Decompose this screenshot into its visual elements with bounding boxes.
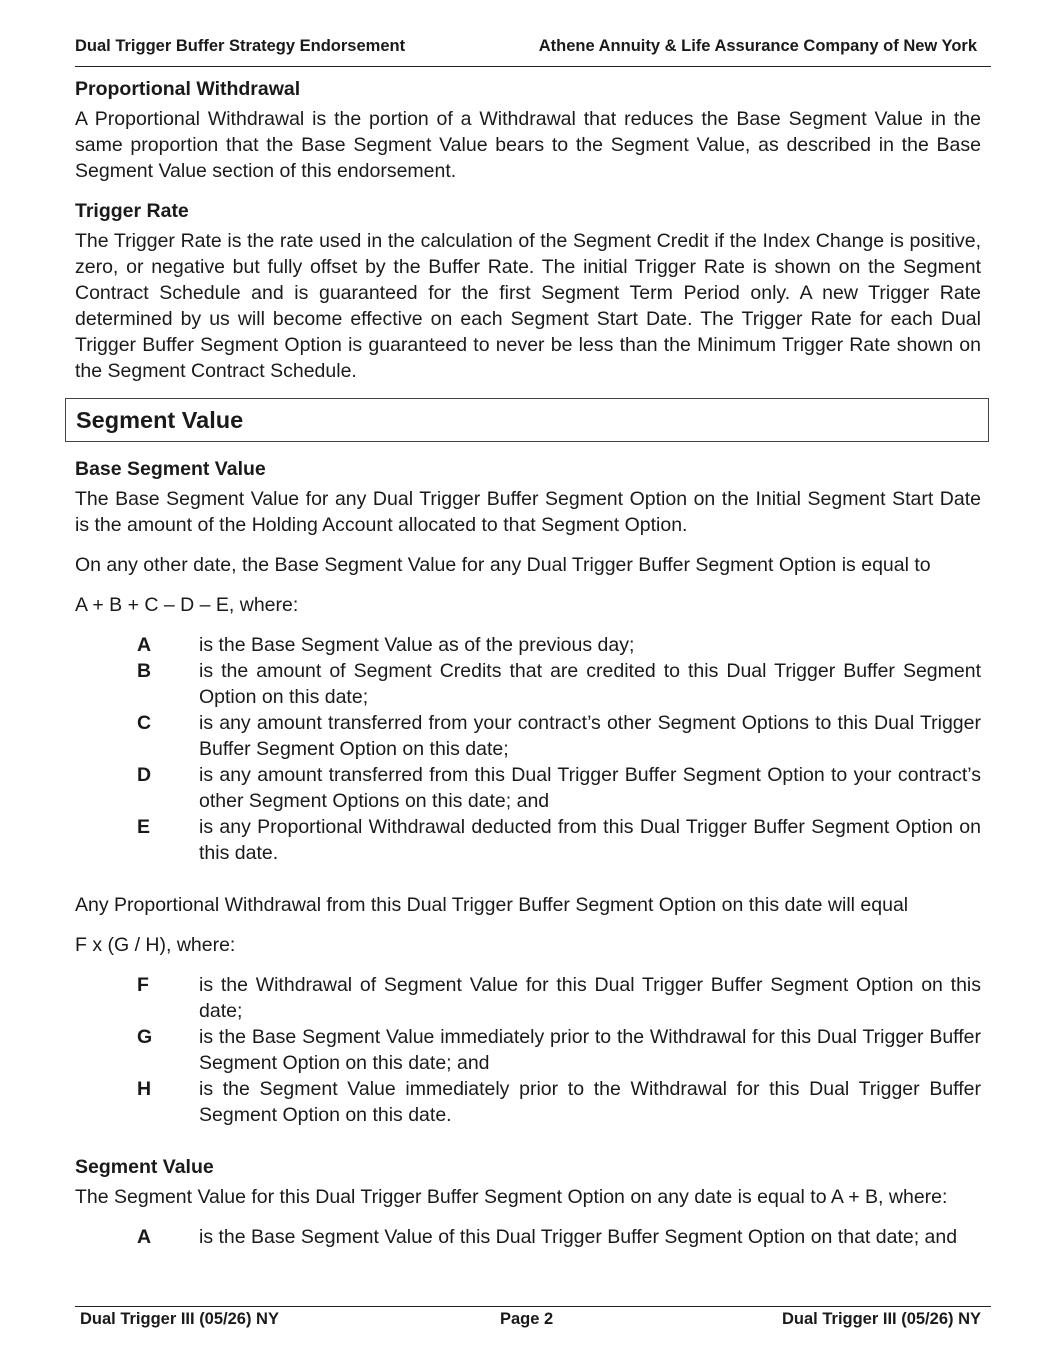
definition-term: D: [137, 764, 152, 786]
definition-term: C: [137, 712, 152, 734]
proportional-withdrawal-heading: Proportional Withdrawal: [75, 78, 301, 100]
page-header: [75, 36, 991, 67]
definition-desc: is the Withdrawal of Segment Value for this Dual Trigger Buffer Segment Option on this date;: [199, 974, 981, 1022]
base-segment-value-other-date: On any other date, the Base Segment Value for any Dual Trigger Buffer Segment Option is equal to: [75, 554, 931, 576]
definition-item: [137, 1076, 981, 1128]
base-segment-value-formula: A + B + C – D – E, where:: [75, 594, 299, 616]
definition-item: [137, 814, 981, 866]
base-segment-value-heading: Base Segment Value: [75, 458, 266, 480]
base-segment-value-intro: The Base Segment Value for any Dual Trigger Buffer Segment Option on the Initial Segment Start Date is the amount of the Holding Account allocated to that Segment Option.: [75, 488, 981, 536]
definition-term: B: [137, 660, 152, 682]
definition-item: [137, 710, 981, 762]
definition-term: A: [137, 1226, 152, 1248]
definition-item: [137, 632, 981, 658]
proportional-withdrawal-formula: F x (G / H), where:: [75, 934, 236, 956]
document-body: [75, 76, 981, 1250]
page-footer: [75, 1306, 991, 1337]
definition-item: [137, 658, 981, 710]
segment-value-heading: Segment Value: [75, 1156, 214, 1178]
definition-term: G: [137, 1026, 153, 1048]
definition-desc: is any amount transferred from this Dual Trigger Buffer Segment Option to your contract’s other Segment Options on this date; and: [199, 764, 981, 812]
trigger-rate-heading: Trigger Rate: [75, 200, 189, 222]
proportional-withdrawal-terms: [137, 972, 981, 1128]
section-title-box: Segment Value: [65, 398, 989, 442]
definition-term: H: [137, 1078, 152, 1100]
footer-form-number-left: Dual Trigger III (05/26) NY: [80, 1310, 279, 1328]
header-document-title: Dual Trigger Buffer Strategy Endorsement: [75, 37, 406, 55]
definition-desc: is any amount transferred from your contract’s other Segment Options to this Dual Trigger Buffer Segment Option on this date;: [199, 712, 981, 760]
trigger-rate-text: The Trigger Rate is the rate used in the calculation of the Segment Credit if the Index Change is positive, zero, or negative but fully offset by the Buffer Rate. The initial Trigger Rate is shown on the Segment Contract Schedule and is guaranteed for the first Segment Term Period only. A new Trigger Rate determined by us will become effective on each Segment Start Date. The Trigger Rate for each Dual Trigger Buffer Segment Option is guaranteed to never be less than the Minimum Trigger Rate shown on the Segment Contract Schedule.: [75, 230, 981, 382]
definition-desc: is the Base Segment Value as of the previous day;: [199, 634, 635, 656]
definition-desc: is any Proportional Withdrawal deducted from this Dual Trigger Buffer Segment Option on this date.: [199, 816, 981, 864]
footer-form-number-right: Dual Trigger III (05/26) NY: [782, 1310, 981, 1328]
segment-value-intro: The Segment Value for this Dual Trigger Buffer Segment Option on any date is equal to A + B, where:: [75, 1186, 948, 1208]
base-segment-value-terms: [137, 632, 981, 866]
proportional-withdrawal-intro: Any Proportional Withdrawal from this Dual Trigger Buffer Segment Option on this date will equal: [75, 894, 909, 916]
header-company-name: Athene Annuity & Life Assurance Company of New York: [538, 37, 977, 55]
definition-item: [137, 762, 981, 814]
definition-desc: is the Base Segment Value immediately prior to the Withdrawal for this Dual Trigger Buffer Segment Option on this date; and: [199, 1026, 981, 1074]
proportional-withdrawal-text: A Proportional Withdrawal is the portion of a Withdrawal that reduces the Base Segment Value in the same proportion that the Base Segment Value bears to the Segment Value, as described in the Base Segment Value section of this endorsement.: [75, 108, 981, 182]
definition-desc: is the Base Segment Value of this Dual Trigger Buffer Segment Option on that date; and: [199, 1226, 958, 1248]
definition-term: A: [137, 634, 152, 656]
definition-item: [137, 972, 981, 1024]
definition-term: E: [137, 816, 151, 838]
definition-item: [137, 1024, 981, 1076]
segment-value-terms: [137, 1224, 981, 1250]
definition-term: F: [137, 974, 149, 996]
definition-item: [137, 1224, 981, 1250]
footer-page-number: Page 2: [500, 1310, 554, 1328]
definition-desc: is the amount of Segment Credits that are credited to this Dual Trigger Buffer Segment Option on this date;: [199, 660, 981, 708]
definition-desc: is the Segment Value immediately prior to the Withdrawal for this Dual Trigger Buffer Segment Option on this date.: [199, 1078, 981, 1126]
